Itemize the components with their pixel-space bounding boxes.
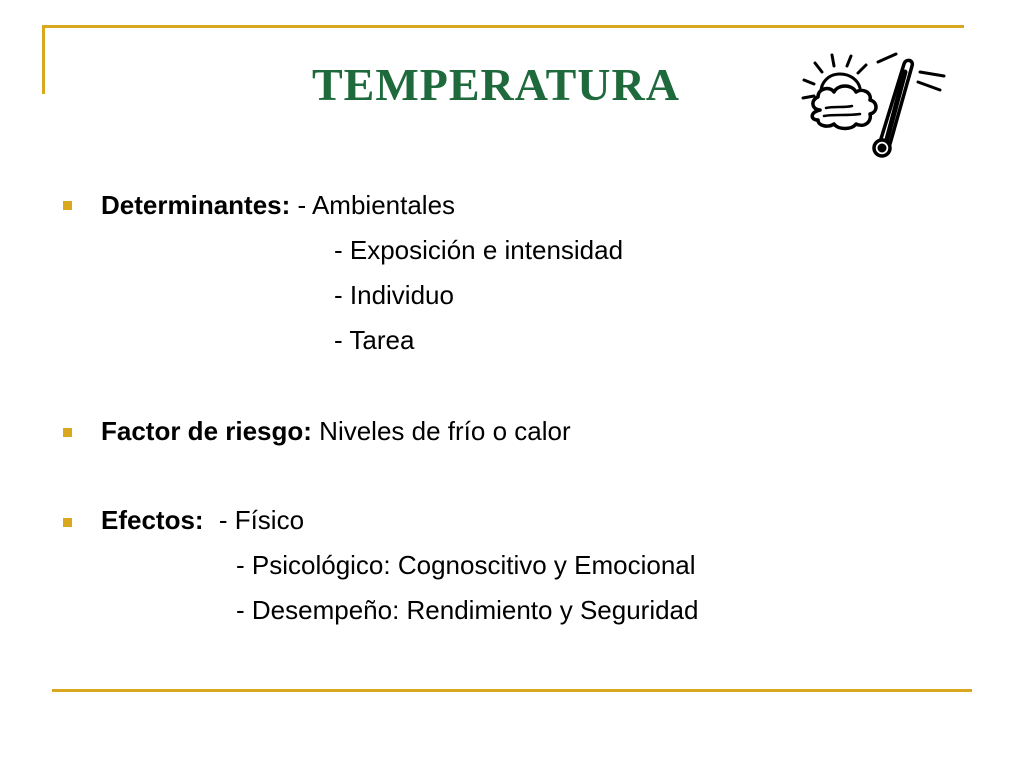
efectos-item-desempeno: - Desempeño: Rendimiento y Seguridad (236, 595, 699, 625)
determinantes-item-tarea: - Tarea (334, 325, 415, 355)
bullet-factor (63, 428, 72, 437)
determinantes-item-ambientales: - Ambientales (297, 190, 456, 220)
efectos-row (101, 504, 304, 536)
efectos-item-psicologico: - Psicológico: Cognoscitivo y Emocional (236, 550, 696, 580)
factor-row (101, 415, 571, 447)
factor-text: Niveles de frío o calor (319, 416, 571, 446)
determinantes-item-exposicion: - Exposición e intensidad (334, 235, 624, 265)
frame-top-line (42, 25, 964, 28)
bullet-efectos (63, 518, 72, 527)
frame-left-line (42, 25, 45, 94)
bullet-determinantes (63, 201, 72, 210)
efectos-label: Efectos: (101, 505, 204, 535)
sun-cloud-thermometer-icon (800, 50, 952, 160)
frame-bottom-line (52, 689, 972, 692)
efectos-item-fisico: - Físico (218, 505, 305, 535)
determinantes-row (101, 189, 455, 221)
determinantes-item-individuo: - Individuo (334, 280, 454, 310)
factor-label: Factor de riesgo: (101, 416, 312, 446)
slide-title: TEMPERATURA (312, 59, 680, 110)
determinantes-label: Determinantes: (101, 190, 291, 220)
